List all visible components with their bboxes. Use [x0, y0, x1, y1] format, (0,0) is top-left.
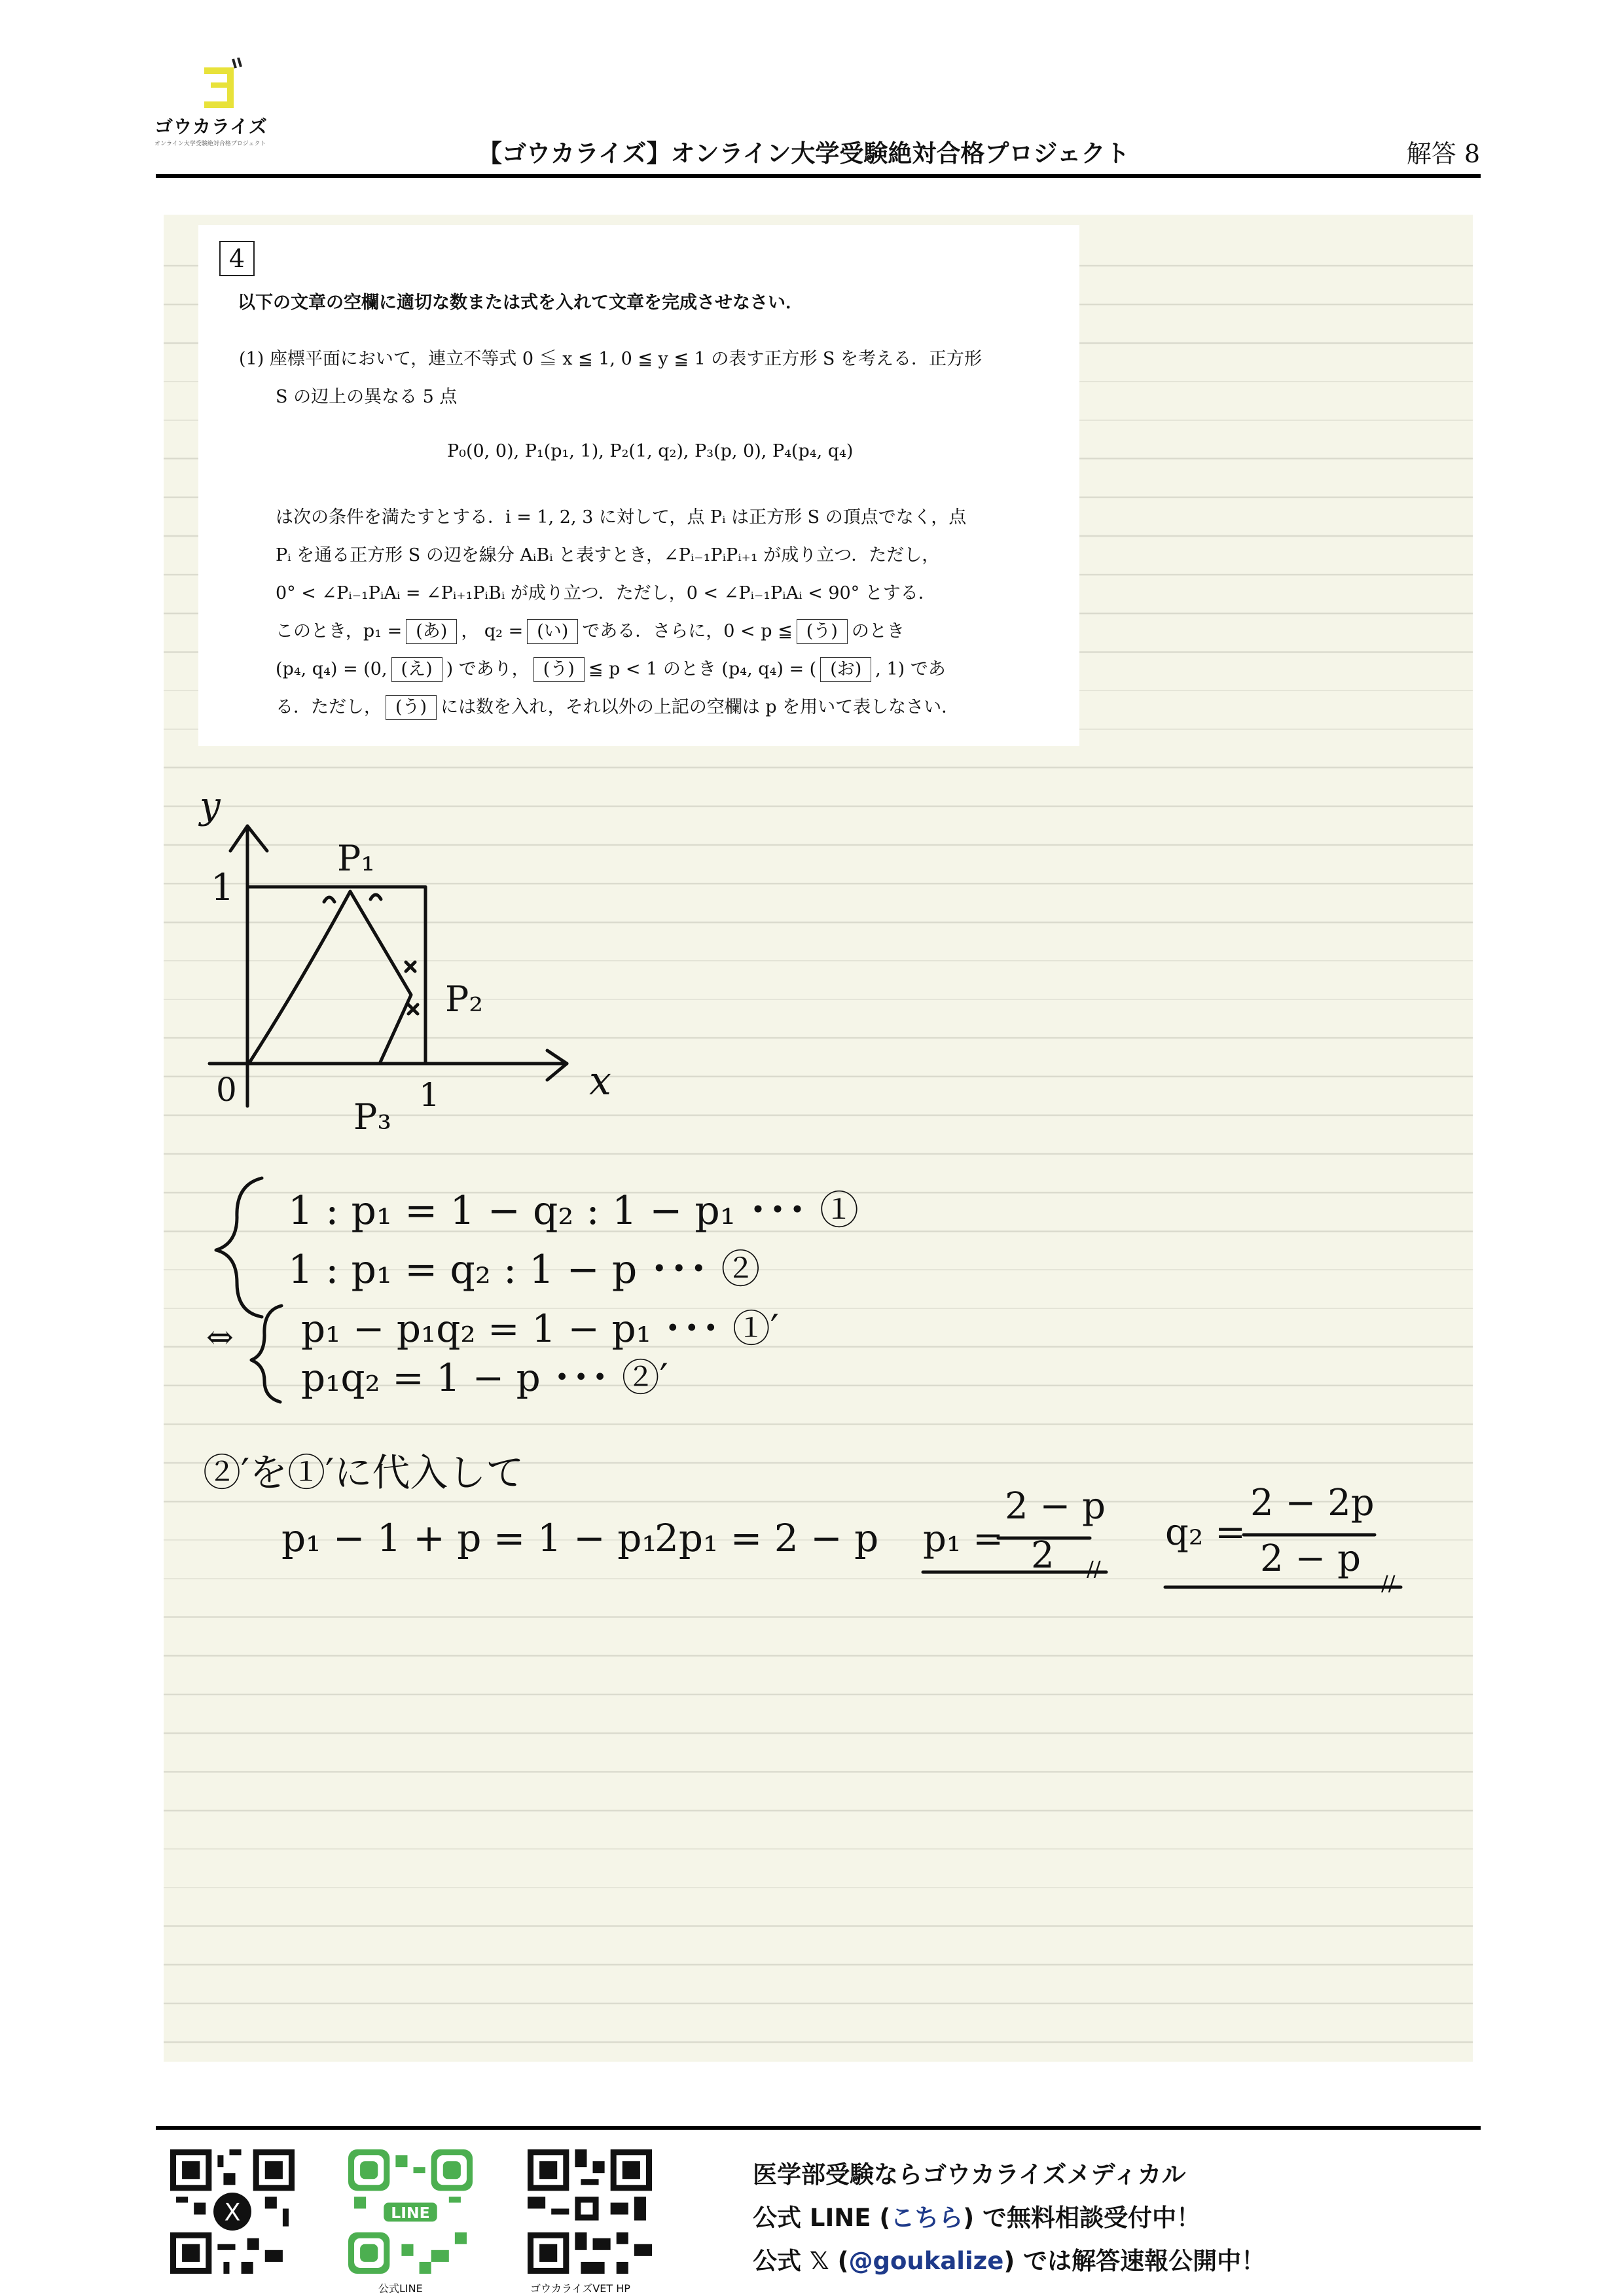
point-p3-label: P₃	[353, 1096, 391, 1138]
problem-line: は次の条件を満たすとする．i = 1, 2, 3 に対して，点 Pᵢ は正方形 S の頂点でなく，点	[276, 507, 967, 528]
x-qr-code-icon[interactable]	[170, 2149, 295, 2274]
angle-cross	[406, 962, 415, 971]
footer-line-3: 公式 𝕏 (@goukalize) では解答速報公開中！	[753, 2247, 1266, 2275]
problem-line: 0° < ∠Pᵢ₋₁PᵢAᵢ = ∠Pᵢ₊₁PᵢBᵢ が成り立つ．ただし，0 < ∠Pᵢ₋₁PᵢAᵢ < 90° とする．	[276, 583, 936, 603]
substitution-note: ②′を①′に代入して	[203, 1450, 524, 1495]
problem-line: Pᵢ を通る正方形 S の辺を線分 AᵢBᵢ と表すとき，∠Pᵢ₋₁PᵢPᵢ₊₁ が成り立つ．ただし，	[276, 545, 940, 565]
blank-a: (あ)	[406, 619, 457, 644]
answer-p1-denominator: 2	[1031, 1534, 1055, 1577]
page-header-title: 【ゴウカライズ】オンライン大学受験絶対合格プロジェクト	[478, 139, 1130, 168]
equivalence-mark: ⇔	[206, 1318, 234, 1356]
footer-promo	[753, 2153, 1265, 2283]
equation-1-prime: p₁ − p₁q₂ = 1 − p₁ ･･･ ①′	[301, 1306, 779, 1351]
calc-step-2: 2p₁ = 2 − p	[655, 1516, 879, 1560]
problem-number: 4	[219, 241, 255, 276]
angle-mark	[324, 897, 334, 902]
answer-q2-denominator: 2 − p	[1260, 1537, 1361, 1580]
blank-i: (い)	[527, 619, 578, 644]
page-number: 解答 8	[1406, 139, 1480, 168]
y-one-label: 1	[211, 867, 234, 909]
problem-line: S の辺上の異なる 5 点	[276, 387, 458, 407]
equation-1: 1 : p₁ = 1 − q₂ : 1 − p₁ ･･･ ①	[288, 1188, 859, 1234]
footer-line-1: 医学部受験ならゴウカライズメディカル	[753, 2161, 1186, 2189]
x-one-label: 1	[419, 1076, 440, 1114]
y-axis-label: y	[200, 785, 221, 827]
website-qr-label: ゴウカライズVET HP	[530, 2282, 630, 2295]
answer-q2-numerator: 2 − 2p	[1250, 1482, 1375, 1524]
problem-line: (p₄, q₄) = (0, (え) ) であり， (う) ≦ p < 1 のとき (p₄, q₄) = ( (お) , 1) であ	[276, 655, 946, 682]
equation-2-prime: p₁q₂ = 1 − p ･･･ ②′	[301, 1355, 668, 1400]
end-mark: //	[1381, 1571, 1396, 1596]
brace	[216, 1178, 262, 1317]
blank-u: (う)	[797, 619, 848, 644]
footer-line-2: 公式 LINE (こちら) で無料相談受付中！	[753, 2204, 1201, 2232]
x-account-link[interactable]: @goukalize	[848, 2247, 1004, 2275]
svg-text:X: X	[224, 2198, 241, 2227]
logo-text: ゴウカライズ	[154, 116, 268, 137]
line-qr-label: 公式LINE	[378, 2282, 423, 2295]
calc-step-1: p₁ − 1 + p = 1 − p₁	[281, 1516, 657, 1560]
problem-instruction: 以下の文章の空欄に適切な数または式を入れて文章を完成させなさい．	[238, 293, 803, 313]
problem-line: (1) 座標平面において，連立不等式 0 ≦ x ≦ 1, 0 ≦ y ≦ 1 の表す正方形 S を考える．正方形	[239, 349, 983, 369]
problem-line: このとき，p₁ = (あ) ， q₂ = (い) である．さらに，0 < p ≦ (う) のとき	[276, 617, 905, 644]
end-mark: //	[1087, 1556, 1101, 1581]
line-link[interactable]: こちら	[890, 2204, 964, 2232]
svg-text:LINE: LINE	[391, 2203, 430, 2222]
footer-divider	[156, 2126, 1481, 2130]
problem-points: P₀(0, 0), P₁(p₁, 1), P₂(1, q₂), P₃(p, 0), P₄(p₄, q₄)	[447, 441, 854, 461]
equation-2: 1 : p₁ = q₂ : 1 − p ･･･ ②	[288, 1247, 761, 1293]
angle-cross	[408, 1005, 418, 1014]
reflection-path	[250, 891, 411, 1064]
point-p2-label: P₂	[445, 978, 483, 1020]
blank-o: (お)	[820, 657, 871, 682]
brace	[251, 1306, 281, 1402]
answer-p1-lhs: p₁ =	[923, 1518, 1004, 1560]
answer-q2-lhs: q₂ =	[1165, 1511, 1246, 1554]
answer-p1-numerator: 2 − p	[1005, 1485, 1106, 1528]
problem-line: る．ただし， (う) には数を入れ，それ以外の上記の空欄は p を用いて表しなさい．	[276, 692, 959, 720]
point-p1-label: P₁	[337, 838, 375, 879]
x-axis-label: x	[589, 1058, 611, 1104]
angle-mark	[370, 895, 381, 899]
blank-u: (う)	[386, 695, 437, 720]
origin-label: 0	[216, 1071, 237, 1109]
line-qr-code-icon[interactable]	[348, 2149, 473, 2274]
logo-subtitle: オンライン大学受験絶対合格プロジェクト	[154, 141, 266, 147]
website-qr-code-icon[interactable]	[528, 2149, 652, 2274]
blank-e: (え)	[391, 657, 442, 682]
blank-u: (う)	[533, 657, 585, 682]
